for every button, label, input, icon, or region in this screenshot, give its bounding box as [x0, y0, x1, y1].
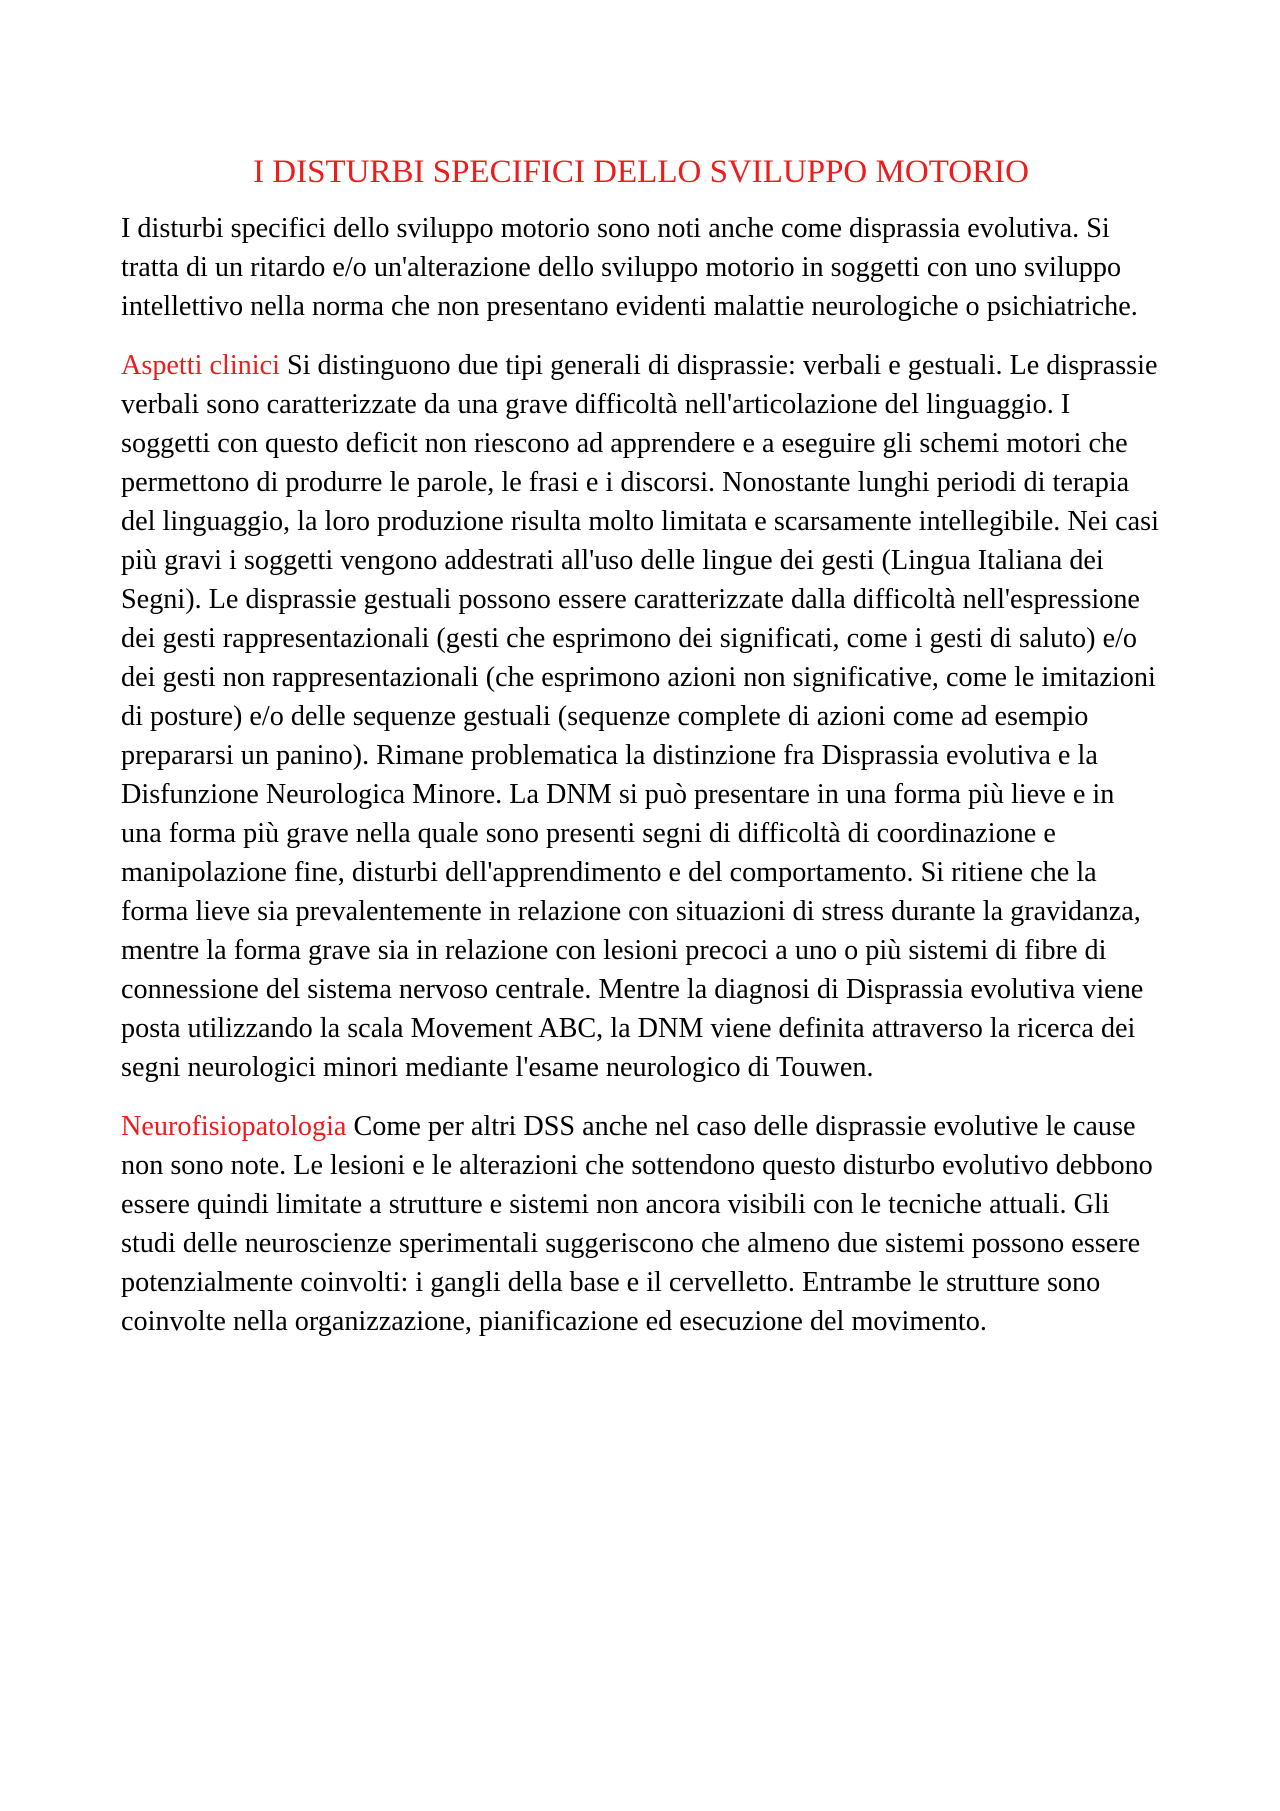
section-text-aspetti-clinici: Si distinguono due tipi generali di disprassie: verbali e gestuali. Le disprassie verbali sono caratterizzate da una grave difficoltà nell'articolazione del linguaggio. I soggetti con questo deficit non riescono ad apprendere e a eseguire gli schemi motori che permettono di produrre le parole, le frasi e i discorsi. Nonostante lunghi periodi di terapia del linguaggio, la loro produzione risulta molto limitata e scarsamente intellegibile. Nei casi più gravi i soggetti vengono addestrati all'uso delle lingue dei gesti (Lingua Italiana dei Segni). Le disprassie gestuali possono essere caratterizzate dalla difficoltà nell'espressione dei gesti rappresentazionali (gesti che esprimono dei significati, come i gesti di saluto) e/o dei gesti non rappresentazionali (che esprimono azioni non significative, come le imitazioni di posture) e/o delle sequenze gestuali (sequenze complete di azioni come ad esempio prepararsi un panino). Rimane problematica la distinzione fra Disprassia evolutiva e la Disfunzione Neurologica Minore. La DNM si può presentare in una forma più lieve e in una forma più grave nella quale sono presenti segni di difficoltà di coordinazione e manipolazione fine, disturbi dell'apprendimento e del comportamento. Si ritiene che la forma lieve sia prevalentemente in relazione con situazioni di stress durante la gravidanza, mentre la forma grave sia in relazione con lesioni precoci a uno o più sistemi di fibre di connessione del sistema nervoso centrale. Mentre la diagnosi di Disprassia evolutiva viene posta utilizzando la scala Movement ABC, la DNM viene definita attraverso la ricerca dei segni neurologici minori mediante l'esame neurologico di Touwen. [121, 350, 1159, 1083]
section-aspetti-clinici [121, 346, 1161, 1087]
section-neurofisiopatologia [121, 1107, 1161, 1341]
intro-paragraph: I disturbi specifici dello sviluppo motorio sono noti anche come disprassia evolutiva. Si tratta di un ritardo e/o un'alterazione dello sviluppo motorio in soggetti con uno sviluppo intellettivo nella norma che non presentano evidenti malattie neurologiche o psichiatriche. [121, 213, 1138, 322]
section-text-neurofisiopatologia: Come per altri DSS anche nel caso delle disprassie evolutive le cause non sono note. Le lesioni e le alterazioni che sottendono questo disturbo evolutivo debbono essere quindi limitate a strutture e sistemi non ancora visibili con le tecniche attuali. Gli studi delle neuroscienze sperimentali suggeriscono che almeno due sistemi possono essere potenzialmente coinvolti: i gangli della base e il cervelletto. Entrambe le strutture sono coinvolte nella organizzazione, pianificazione ed esecuzione del movimento. [121, 1111, 1153, 1337]
section-heading-neurofisiopatologia: Neurofisiopatologia [121, 1111, 347, 1142]
section-heading-aspetti-clinici: Aspetti clinici [121, 350, 280, 381]
document-body [121, 150, 1161, 1361]
document-title: I DISTURBI SPECIFICI DELLO SVILUPPO MOTORIO [253, 154, 1029, 190]
